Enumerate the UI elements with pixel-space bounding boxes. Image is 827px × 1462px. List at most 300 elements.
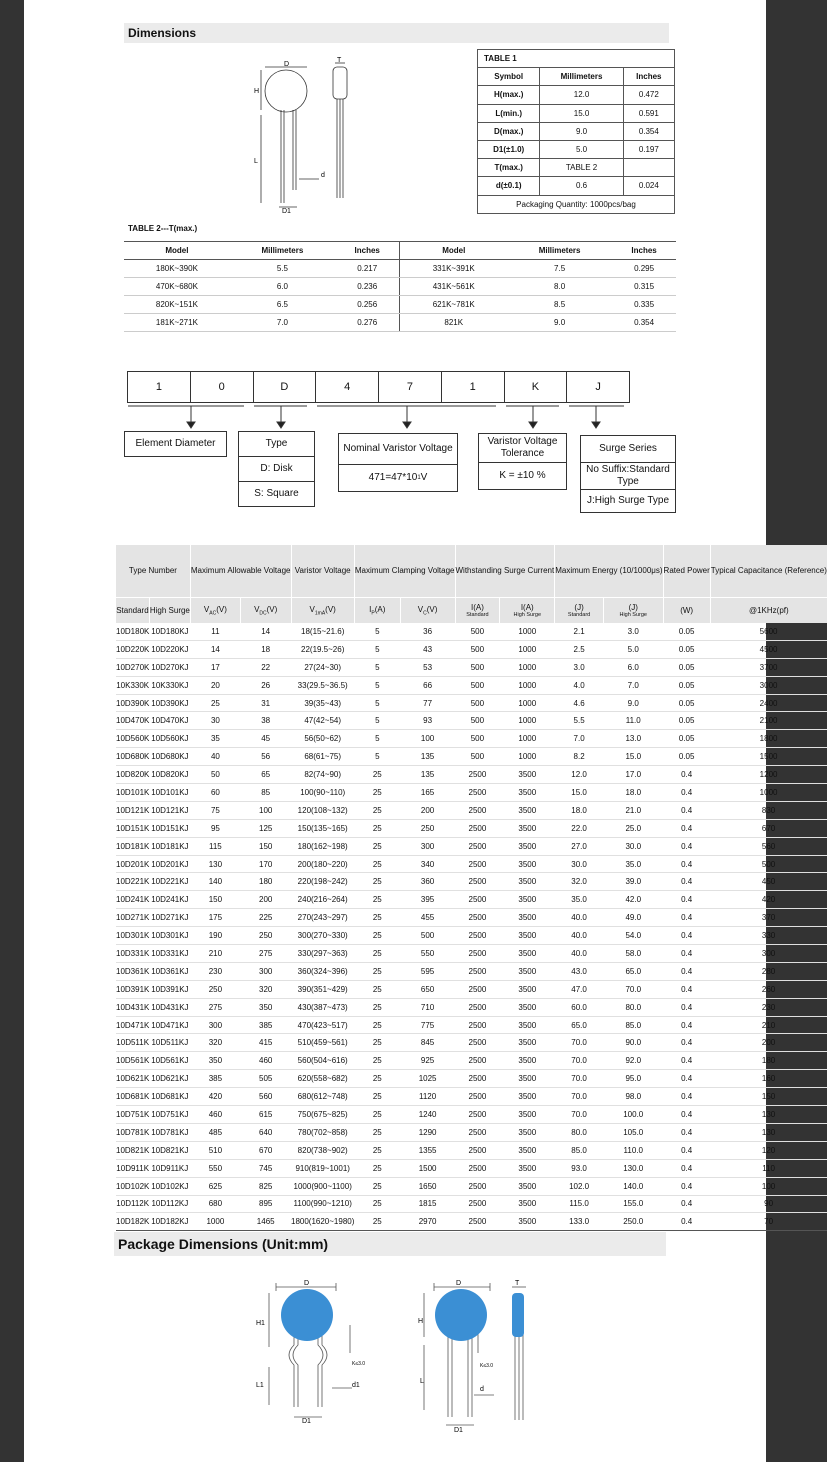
table1-cell: 0.472 [623,86,674,104]
table-cell: 1000 [190,1213,240,1231]
table-cell: 130.0 [603,1159,663,1177]
table-cell: 12.0 [555,766,604,784]
table-cell: 0.05 [663,623,710,640]
table-cell: 560 [710,837,827,855]
table-cell: 560(504~616) [291,1052,354,1070]
dim-label-t: T [337,57,342,64]
th-vac-sub: AC [209,610,217,617]
table-cell: 27.0 [555,837,604,855]
table-cell: 10D821K [116,1141,149,1159]
table2-cell: 0.315 [612,278,676,296]
table-cell: 43.0 [555,962,604,980]
table-cell: 170 [240,855,291,873]
table-cell: 8.2 [555,748,604,766]
table-cell: 300 [240,962,291,980]
table-cell: 135 [400,766,455,784]
table-cell: 75 [190,801,240,819]
table-cell: 330 [710,927,827,945]
table-cell: 10D680K [116,748,149,766]
table-cell: 3500 [500,1034,555,1052]
table2-cell: 0.276 [335,314,400,332]
table-cell: 0.4 [663,1213,710,1231]
table-cell: 58.0 [603,945,663,963]
table-cell: 250 [190,980,240,998]
pkg-label-d-small: d [480,1386,484,1393]
table-cell: 22.0 [555,819,604,837]
table-row [116,962,827,980]
table-cell: 10D470KJ [149,712,190,730]
table-cell: 3500 [500,1070,555,1088]
table1-symbol: H(max.) [478,86,540,104]
th-v1ma [291,598,354,624]
package-drawing [254,1275,554,1435]
table-cell: 2500 [455,1213,500,1231]
table-cell: 710 [400,998,455,1016]
table-cell: 10D271KJ [149,909,190,927]
table-row [116,676,827,694]
type-box-title: Type [238,431,315,457]
table-cell: 56(50~62) [291,730,354,748]
type-box-disk: D: Disk [238,456,315,482]
th-j-standard-note: Standard [567,612,591,618]
table-cell: 80.0 [603,998,663,1016]
table-row [116,909,827,927]
th-surge-current: Withstanding Surge Current [455,545,555,598]
table-cell: 370 [710,909,827,927]
table-cell: 25 [354,801,400,819]
table-cell: 0.4 [663,1016,710,1034]
table1-cell: 9.0 [540,122,623,140]
table-cell: 10D781KJ [149,1123,190,1141]
table-cell: 65 [240,766,291,784]
table-cell: 2500 [455,1159,500,1177]
table-row [116,1070,827,1088]
table-cell: 115.0 [555,1195,604,1213]
table-cell: 10D361K [116,962,149,980]
table-cell: 460 [190,1106,240,1124]
table-cell: 150 [240,837,291,855]
pkg-label-h: H [418,1318,424,1325]
table2-cell: 0.295 [612,260,676,278]
surge-series-box: Surge Series [580,435,676,463]
table-cell: 56 [240,748,291,766]
table-cell: 18(15~21.6) [291,623,354,640]
table-cell: 5600 [710,623,827,640]
table-cell: 17 [190,658,240,676]
table1-row [478,159,675,177]
package-body-crimped [281,1289,333,1341]
table-cell: 240(216~264) [291,891,354,909]
th-ia-high [500,598,555,624]
part-code-boxes [127,371,630,403]
table-cell: 3000 [710,676,827,694]
table-cell: 14 [240,623,291,640]
pkg-label-d1-2: D1 [454,1427,463,1434]
table1-cell: 0.354 [623,122,674,140]
table-row [116,1052,827,1070]
table1-cell: TABLE 2 [540,159,623,177]
table1-cell: 0.197 [623,140,674,158]
table-cell: 250.0 [603,1213,663,1231]
dim-label-l: L [254,158,258,165]
table-cell: 10D271K [116,909,149,927]
table-cell: 25 [354,1159,400,1177]
table1-row [478,104,675,122]
table-cell: 7.0 [603,676,663,694]
dim-label-small-d: d [321,172,325,179]
table-cell: 330(297~363) [291,945,354,963]
table-cell: 2970 [400,1213,455,1231]
table-cell: 3500 [500,1177,555,1195]
table-cell: 500 [455,712,500,730]
table-cell: 0.05 [663,676,710,694]
package-title: Package Dimensions (Unit:mm) [118,1236,329,1252]
table-cell: 130 [190,855,240,873]
table-cell: 100.0 [603,1106,663,1124]
table2-cell: 0.236 [335,278,400,296]
table-cell: 5 [354,694,400,712]
th-vc-v: V [417,604,424,614]
table-cell: 0.05 [663,658,710,676]
table-cell: 10D390K [116,694,149,712]
table-cell: 1815 [400,1195,455,1213]
table-cell: 110 [710,1159,827,1177]
table-cell: 625 [190,1177,240,1195]
table-cell: 10D820KJ [149,766,190,784]
table-cell: 500 [455,694,500,712]
pkg-label-t: T [515,1280,520,1287]
table-cell: 320 [240,980,291,998]
table-cell: 10D820K [116,766,149,784]
table1-row [478,140,675,158]
table-cell: 640 [240,1123,291,1141]
table1-symbol: d(±0.1) [478,177,540,195]
table-cell: 200 [400,801,455,819]
table-cell: 1000 [500,748,555,766]
th-max-energy: Maximum Energy (10/1000μs) [555,545,663,598]
table2-cell: 470K~680K [124,278,230,296]
table-cell: 25 [354,837,400,855]
table-row [116,1213,827,1231]
table-cell: 10D121K [116,801,149,819]
table-cell: 140.0 [603,1177,663,1195]
package-section-header [114,1232,666,1256]
table-cell: 10D751K [116,1106,149,1124]
table-row [116,819,827,837]
table-cell: 30.0 [555,855,604,873]
table1-symbol: D(max.) [478,122,540,140]
table-cell: 10D181K [116,837,149,855]
table-cell: 20 [190,676,240,694]
th-vc [400,598,455,624]
table-cell: 36 [400,623,455,640]
table-cell: 95.0 [603,1070,663,1088]
table-cell: 230 [190,962,240,980]
th-pf: @1KHz(pf) [710,598,827,624]
table-cell: 5 [354,712,400,730]
table-cell: 2500 [455,1141,500,1159]
surge-high-type: J:High Surge Type [580,489,676,513]
table-cell: 3.0 [603,623,663,640]
table-row [116,1034,827,1052]
table-cell: 10D241K [116,891,149,909]
table-cell: 10D101K [116,784,149,802]
table-cell: 680(612~748) [291,1088,354,1106]
table-cell: 2500 [455,1088,500,1106]
table-cell: 230 [710,998,827,1016]
table-cell: 1120 [400,1088,455,1106]
table-cell: 25 [190,694,240,712]
table-cell: 42.0 [603,891,663,909]
th-vc-unit: (V) [426,604,438,614]
table-cell: 39(35~43) [291,694,354,712]
table-cell: 10D270K [116,658,149,676]
th-ip-unit: (A) [374,604,386,614]
table-cell: 27(24~30) [291,658,354,676]
table-cell: 5.0 [603,640,663,658]
table2-cell: 6.0 [230,278,335,296]
table-cell: 275 [190,998,240,1016]
table-cell: 0.4 [663,801,710,819]
table-cell: 0.4 [663,873,710,891]
table1-row [478,86,675,104]
table-cell: 35.0 [555,891,604,909]
table-cell: 5 [354,658,400,676]
table-cell: 210 [710,1016,827,1034]
table-cell: 0.4 [663,837,710,855]
th-j-high-note: High Surge [619,612,647,618]
table-cell: 3500 [500,980,555,998]
table-cell: 4.6 [555,694,604,712]
table-row [116,1141,827,1159]
table-cell: 92.0 [603,1052,663,1070]
th-ia-high-label: I(A) [520,603,534,612]
table1-cell: 5.0 [540,140,623,158]
table-cell: 450 [710,873,827,891]
table-cell: 500 [455,623,500,640]
table-cell: 39.0 [603,873,663,891]
table-cell: 100 [400,730,455,748]
table-cell: 10D361KJ [149,962,190,980]
table-cell: 225 [240,909,291,927]
table-cell: 275 [240,945,291,963]
table-cell: 300 [400,837,455,855]
table-cell: 0.4 [663,1195,710,1213]
table-cell: 10D331K [116,945,149,963]
table-cell: 1290 [400,1123,455,1141]
table-cell: 1000 [500,694,555,712]
table-cell: 70 [710,1213,827,1231]
table-cell: 10K330K [116,676,149,694]
table-cell: 1800(1620~1980) [291,1213,354,1231]
table-cell: 80.0 [555,1123,604,1141]
th-vc-sub: C [423,610,427,617]
table-cell: 3500 [500,1195,555,1213]
table-cell: 10D180KJ [149,623,190,640]
table-cell: 68(61~75) [291,748,354,766]
table-cell: 66 [400,676,455,694]
table-cell: 3500 [500,1123,555,1141]
table-cell: 0.05 [663,730,710,748]
table-cell: 5 [354,623,400,640]
table-cell: 2500 [455,855,500,873]
table2-cell: 5.5 [230,260,335,278]
table-cell: 0.4 [663,1123,710,1141]
table-cell: 102.0 [555,1177,604,1195]
table-cell: 830 [710,801,827,819]
th-vdc-sub: DC [259,610,267,617]
table2-title: TABLE 2---T(max.) [128,224,198,233]
table-cell: 2500 [455,1177,500,1195]
table-cell: 2500 [455,1106,500,1124]
table2-cell: 181K~271K [124,314,230,332]
table-cell: 3500 [500,837,555,855]
table2-cell: 7.5 [507,260,612,278]
table-cell: 250 [240,927,291,945]
table-cell: 22 [240,658,291,676]
table-cell: 10D220K [116,640,149,658]
table-cell: 115 [190,837,240,855]
table1-symbol: T(max.) [478,159,540,177]
table-cell: 190 [190,927,240,945]
table-cell: 165 [400,784,455,802]
table-cell: 54.0 [603,927,663,945]
table-cell: 0.4 [663,1141,710,1159]
th-ia-standard-label: I(A) [470,603,484,612]
table-cell: 0.4 [663,1070,710,1088]
table-cell: 25 [354,784,400,802]
table-cell: 85.0 [555,1141,604,1159]
th-capacitance: Typical Capacitance (Reference) [710,545,827,598]
table-cell: 5 [354,676,400,694]
table-cell: 10D221KJ [149,873,190,891]
table-cell: 10D560K [116,730,149,748]
table-row [116,766,827,784]
table-cell: 65.0 [603,962,663,980]
pkg-label-d1-small: d1 [352,1382,360,1389]
table-cell: 2.5 [555,640,604,658]
table-cell: 10D391K [116,980,149,998]
table-cell: 10D121KJ [149,801,190,819]
table2-cell: 0.335 [612,296,676,314]
table-cell: 133.0 [555,1213,604,1231]
table-cell: 3500 [500,909,555,927]
table-cell: 1000 [500,640,555,658]
table-cell: 1800 [710,730,827,748]
th-type-number: Type Number [116,545,190,598]
th-w: (W) [663,598,710,624]
table-cell: 10D470K [116,712,149,730]
th-j-standard-label: (J) [574,603,584,612]
part-code-char: 7 [379,372,442,402]
table2-header: Inches [612,242,676,260]
table-cell: 105.0 [603,1123,663,1141]
table-cell: 260 [710,980,827,998]
table-cell: 10D751KJ [149,1106,190,1124]
table-cell: 500 [400,927,455,945]
table-cell: 140 [190,873,240,891]
table-row [116,623,827,640]
table-cell: 1000 [710,784,827,802]
table-cell: 280 [710,962,827,980]
part-code-char: J [595,381,601,393]
table-cell: 3500 [500,927,555,945]
table-cell: 3500 [500,873,555,891]
table-cell: 10D270KJ [149,658,190,676]
table-row [116,837,827,855]
table-cell: 10D781K [116,1123,149,1141]
table-cell: 85 [240,784,291,802]
table-cell: 2500 [455,819,500,837]
table-cell: 93 [400,712,455,730]
table2-header: Inches [335,242,400,260]
table-cell: 2500 [455,1070,500,1088]
th-clamping-voltage: Maximum Clamping Voltage [354,545,455,598]
dimensions-section-header [124,23,669,43]
table-cell: 3500 [500,945,555,963]
table2-cell: 331K~391K [400,260,507,278]
table-cell: 43 [400,640,455,658]
table-cell: 650 [400,980,455,998]
table-cell: 70.0 [555,1070,604,1088]
table-cell: 0.4 [663,962,710,980]
table-cell: 4.0 [555,676,604,694]
table-cell: 40.0 [555,927,604,945]
table2-cell: 0.217 [335,260,400,278]
table-cell: 420 [190,1088,240,1106]
table-cell: 0.4 [663,766,710,784]
table2-row [124,260,676,278]
table-cell: 93.0 [555,1159,604,1177]
table-cell: 510(459~561) [291,1034,354,1052]
table-cell: 10D102KJ [149,1177,190,1195]
table-cell: 910(819~1001) [291,1159,354,1177]
table-cell: 175 [190,909,240,927]
table-cell: 25 [354,1123,400,1141]
table-cell: 2400 [710,694,827,712]
table-cell: 10D471KJ [149,1016,190,1034]
table-cell: 70.0 [555,1034,604,1052]
table-cell: 1000 [500,676,555,694]
table2-header: Millimeters [230,242,335,260]
table-cell: 10D560KJ [149,730,190,748]
nominal-voltage-example-exp: 1 [417,475,421,481]
table-row [116,1177,827,1195]
table-cell: 2500 [455,909,500,927]
table-row [116,1195,827,1213]
table-cell: 25 [354,1088,400,1106]
table-cell: 360 [400,873,455,891]
table-cell: 25 [354,1106,400,1124]
dim-label-h: H [254,88,260,95]
table-cell: 25 [354,1016,400,1034]
table-cell: 100 [240,801,291,819]
table-cell: 1100(990~1210) [291,1195,354,1213]
table-cell: 0.4 [663,1088,710,1106]
table1-header: Symbol [478,68,540,86]
table2-cell: 8.0 [507,278,612,296]
table-cell: 10D151KJ [149,819,190,837]
table-cell: 615 [240,1106,291,1124]
table-cell: 3.0 [555,658,604,676]
table-cell: 3500 [500,1016,555,1034]
table-cell: 10D112K [116,1195,149,1213]
table-cell: 560 [240,1088,291,1106]
table-cell: 0.4 [663,980,710,998]
table-cell: 10D331KJ [149,945,190,963]
table-cell: 2500 [455,1123,500,1141]
table-cell: 77 [400,694,455,712]
